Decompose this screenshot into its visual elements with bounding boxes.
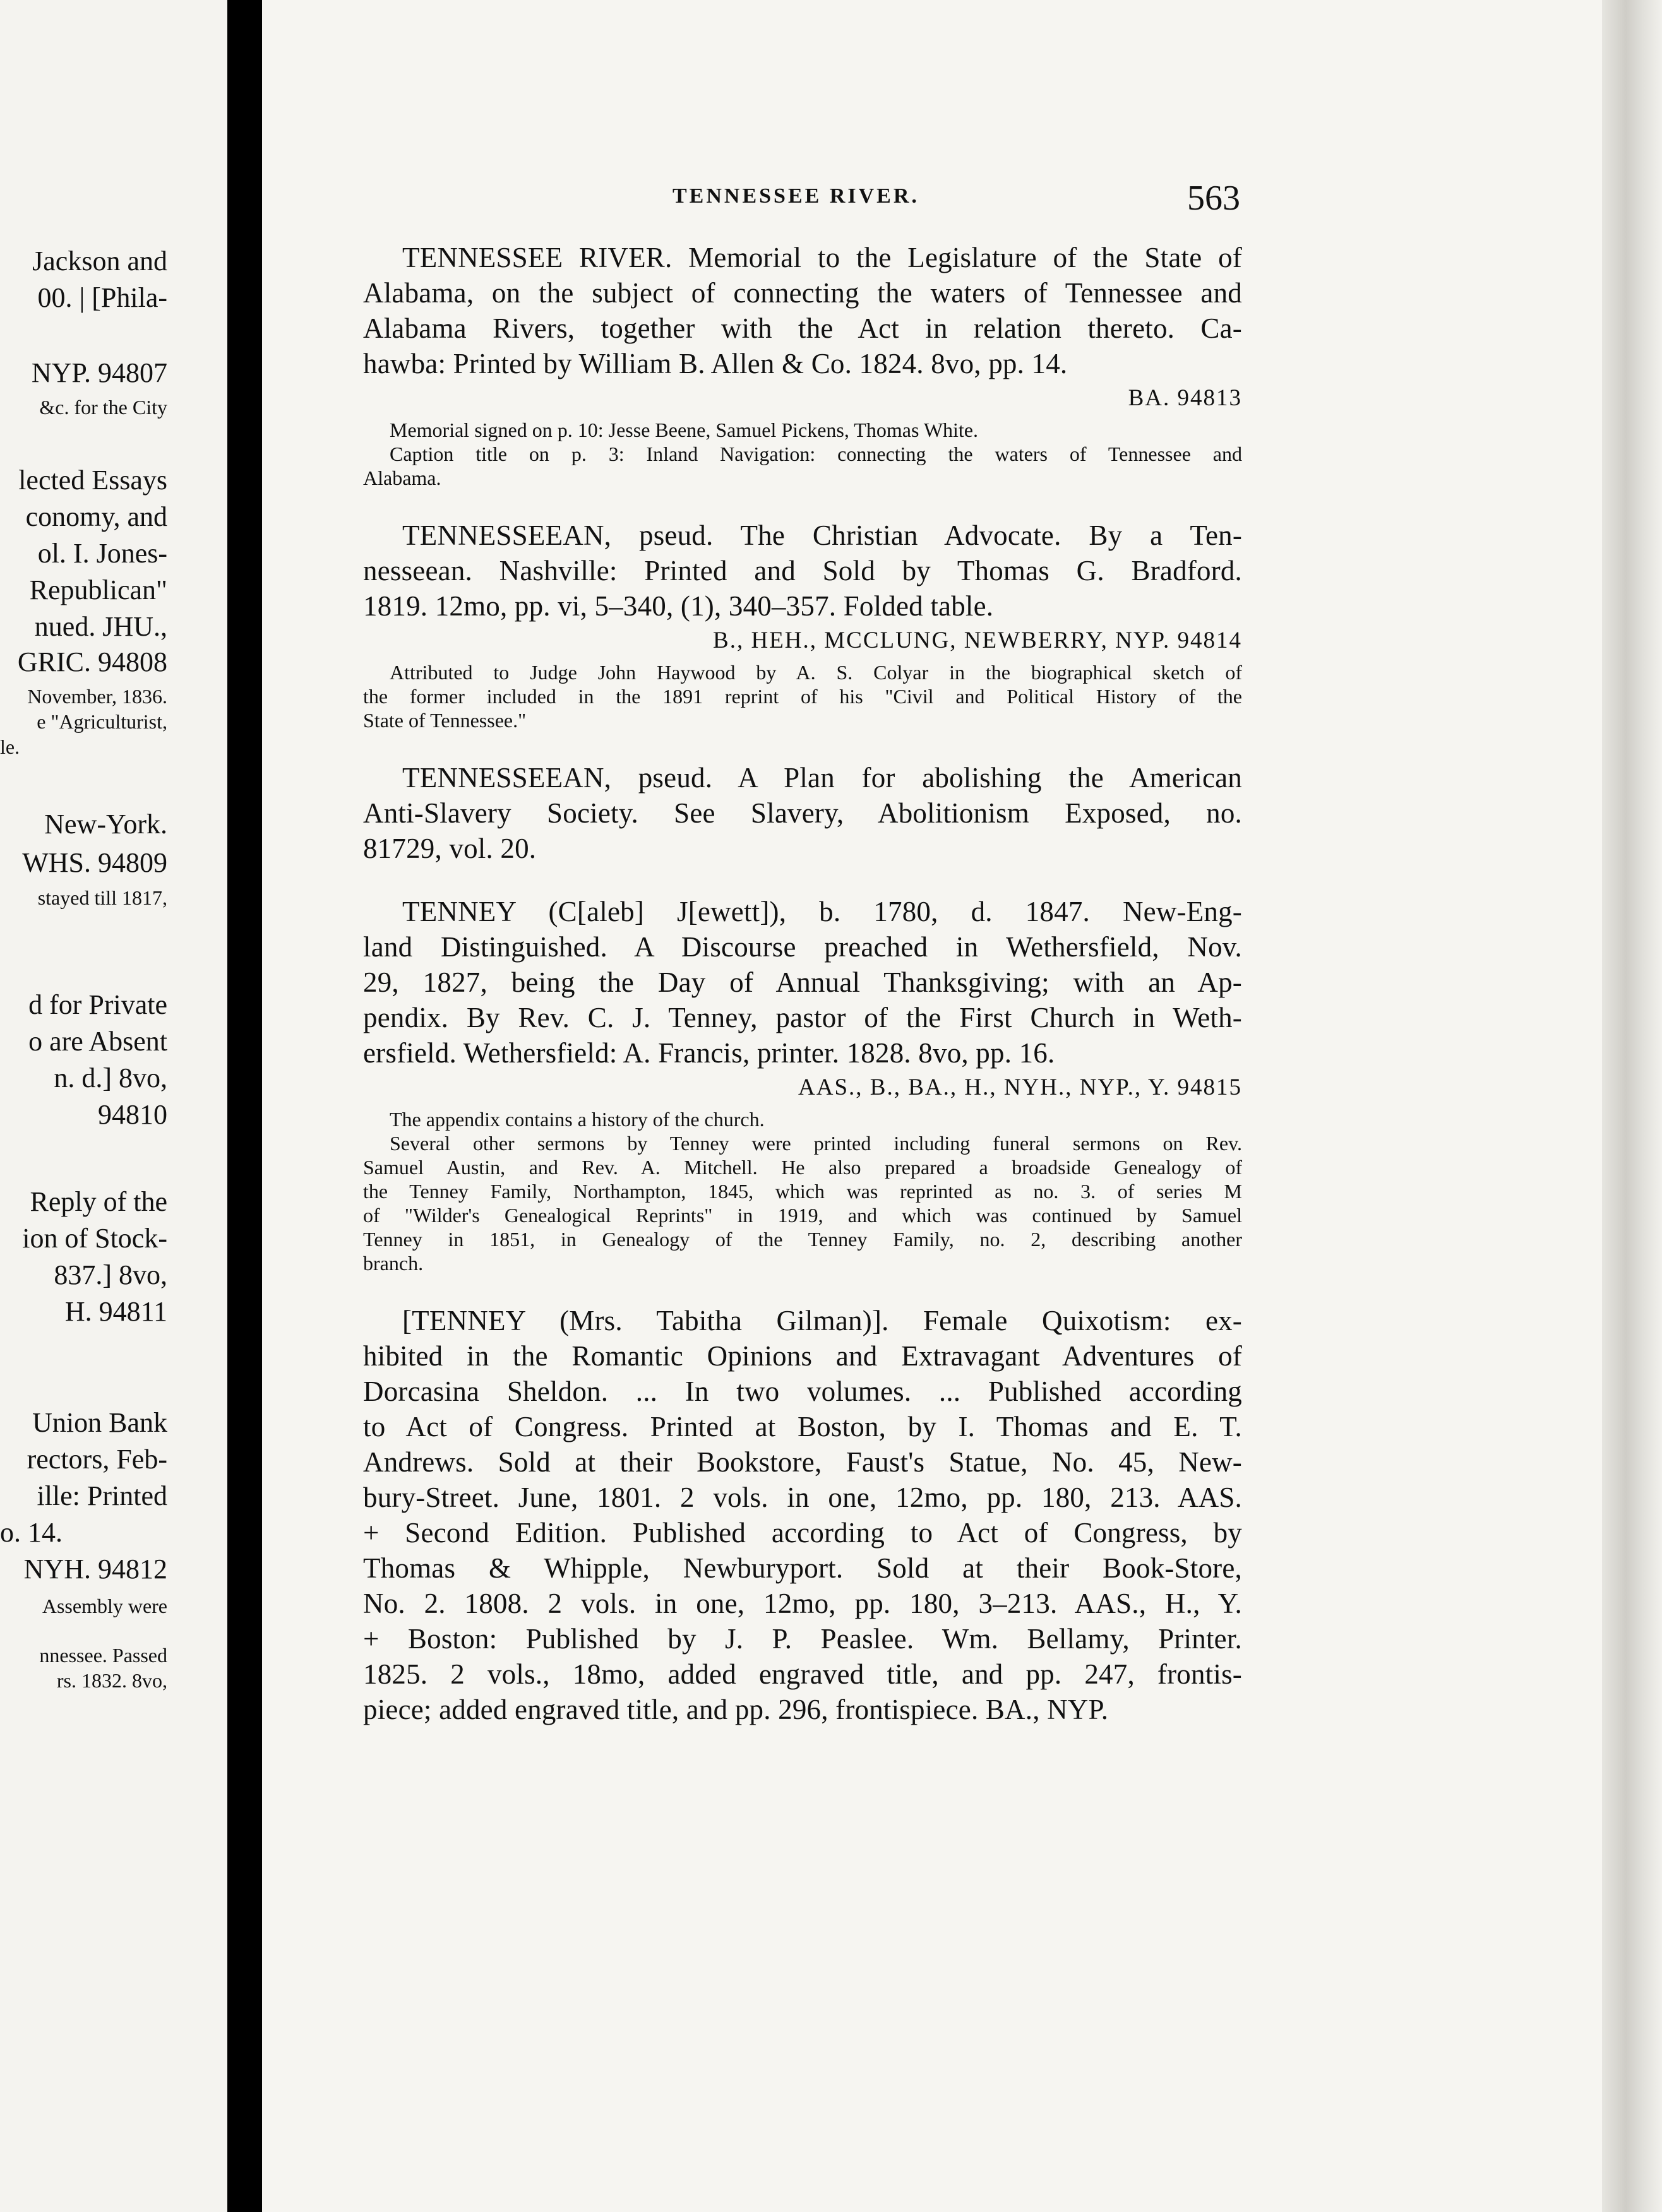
facing-page-text-fragment: NYH. 94812 — [23, 1554, 167, 1585]
entry-line: Alabama Rivers, together with the Act in relation thereto. Ca- — [363, 312, 1242, 344]
facing-page-text-fragment: nued. JHU., — [34, 611, 167, 642]
bibliography-entry — [363, 760, 1242, 866]
facing-page-text-fragment: nnessee. Passed — [39, 1644, 167, 1667]
entry-notes — [363, 418, 1242, 490]
note-line: Samuel Austin, and Rev. A. Mitchell. He also prepared a broadside Genealogy of — [363, 1156, 1242, 1179]
facing-page-text-fragment: H. 94811 — [64, 1296, 167, 1327]
facing-page-text-fragment: NYP. 94807 — [31, 357, 167, 388]
note-line: The appendix contains a history of the church. — [390, 1108, 765, 1131]
entry-line: [TENNEY (Mrs. Tabitha Gilman)]. Female Quixotism: ex- — [402, 1305, 1242, 1336]
entry-line: land Distinguished. A Discourse preached in Wethersfield, Nov. — [363, 931, 1242, 963]
note-line: of "Wilder's Genealogical Reprints" in 1919, and which was continued by Samuel — [363, 1204, 1242, 1227]
note-line: Memorial signed on p. 10: Jesse Beene, Samuel Pickens, Thomas White. — [390, 419, 978, 441]
entry-line: pendix. By Rev. C. J. Tenney, pastor of the First Church in Weth- — [363, 1002, 1242, 1033]
note-line: branch. — [363, 1252, 424, 1275]
facing-page-text-fragment: Union Bank — [32, 1407, 167, 1438]
facing-page-text-fragment: ion of Stock- — [22, 1223, 167, 1254]
note-line: Tenney in 1851, in Genealogy of the Tenney Family, no. 2, describing another — [363, 1228, 1242, 1251]
facing-page-text-fragment: Reply of the — [30, 1186, 167, 1217]
bibliography-entry — [363, 894, 1242, 1275]
entry-line: to Act of Congress. Printed at Boston, by I. Thomas and E. T. — [363, 1411, 1242, 1442]
holding-libraries: AAS., B., BA., H., NYH., NYP., Y. 94815 — [798, 1074, 1242, 1100]
facing-page-text-fragment: Jackson and — [32, 246, 167, 276]
entry-notes — [363, 660, 1242, 732]
bibliography-entry — [363, 518, 1242, 732]
running-head: TENNESSEE RIVER. — [673, 184, 919, 208]
entry-line: TENNESSEEAN, pseud. A Plan for abolishing the American — [402, 762, 1242, 794]
entry-line: TENNEY (C[aleb] J[ewett]), b. 1780, d. 1847. New-Eng- — [402, 896, 1242, 927]
bibliography-entry — [363, 1303, 1242, 1727]
entry-line: Dorcasina Sheldon. ... In two volumes. ... Published according — [363, 1376, 1242, 1407]
facing-page-text-fragment: lected Essays — [18, 465, 167, 496]
entry-line: + Second Edition. Published according to Act of Congress, by — [363, 1517, 1242, 1549]
book-gutter — [227, 0, 262, 2212]
facing-page-text-fragment: ol. I. Jones- — [37, 538, 167, 569]
entry-line: bury-Street. June, 1801. 2 vols. in one, 12mo, pp. 180, 213. AAS. — [363, 1482, 1242, 1513]
facing-page-text-fragment: rectors, Feb- — [27, 1444, 167, 1475]
facing-page-text-fragment: WHS. 94809 — [22, 847, 167, 878]
facing-page-text-fragment: GRIC. 94808 — [17, 646, 167, 677]
entry-line: ersfield. Wethersfield: A. Francis, printer. 1828. 8vo, pp. 16. — [363, 1037, 1055, 1069]
note-line: Alabama. — [363, 467, 441, 489]
facing-page-text-fragment: 00. | [Phila- — [37, 282, 167, 313]
facing-page-text-fragment: le. — [0, 735, 20, 758]
entry-line: 29, 1827, being the Day of Annual Thanksgiving; with an Ap- — [363, 966, 1242, 998]
bibliography-entry — [363, 240, 1242, 490]
entry-line: Anti-Slavery Society. See Slavery, Abolitionism Exposed, no. — [363, 797, 1242, 829]
facing-page-text-fragment: Republican" — [29, 574, 167, 605]
holding-libraries: BA. 94813 — [1128, 385, 1242, 411]
entry-line: nesseean. Nashville: Printed and Sold by Thomas G. Bradford. — [363, 555, 1242, 586]
facing-page-fragment — [0, 0, 227, 2212]
facing-page-text-fragment: 837.] 8vo, — [54, 1259, 167, 1290]
facing-page-text-fragment: e "Agriculturist, — [37, 710, 167, 733]
entry-line: piece; added engraved title, and pp. 296, frontispiece. BA., NYP. — [363, 1694, 1109, 1725]
facing-page-text-fragment: November, 1836. — [27, 685, 167, 708]
entry-line: + Boston: Published by J. P. Peaslee. Wm. Bellamy, Printer. — [363, 1623, 1242, 1655]
facing-page-text-fragment: o. 14. — [0, 1517, 63, 1548]
entry-line: hawba: Printed by William B. Allen & Co. 1824. 8vo, pp. 14. — [363, 348, 1068, 379]
facing-page-text-fragment: conomy, and — [25, 501, 167, 532]
note-line: Attributed to Judge John Haywood by A. S. Colyar in the biographical sketch of — [390, 661, 1242, 684]
facing-page-text-fragment: d for Private — [28, 989, 167, 1020]
entry-line: TENNESSEE RIVER. Memorial to the Legislature of the State of — [402, 242, 1242, 273]
entry-line: TENNESSEEAN, pseud. The Christian Advocate. By a Ten- — [402, 520, 1242, 551]
page-number: 563 — [1187, 179, 1240, 218]
entry-line: 1819. 12mo, pp. vi, 5–340, (1), 340–357. Folded table. — [363, 590, 994, 622]
note-line: Several other sermons by Tenney were printed including funeral sermons on Rev. — [390, 1132, 1242, 1155]
entry-line: Alabama, on the subject of connecting the waters of Tennessee and — [363, 277, 1242, 309]
facing-page-text-fragment: ille: Printed — [37, 1480, 167, 1511]
facing-page-text-fragment: &c. for the City — [39, 396, 167, 419]
entry-line: hibited in the Romantic Opinions and Extravagant Adventures of — [363, 1340, 1242, 1372]
holding-libraries: B., HEH., MCCLUNG, NEWBERRY, NYP. 94814 — [713, 627, 1242, 653]
entry-line: Thomas & Whipple, Newburyport. Sold at their Book-Store, — [363, 1552, 1242, 1584]
note-line: the former included in the 1891 reprint of his "Civil and Political History of the — [363, 685, 1242, 708]
facing-page-text-fragment: stayed till 1817, — [37, 886, 167, 909]
facing-page-text-fragment: rs. 1832. 8vo, — [56, 1669, 167, 1692]
entry-notes — [363, 1107, 1242, 1275]
page-edge-shadow — [1602, 0, 1662, 2212]
facing-page-text-fragment: Assembly were — [42, 1595, 167, 1617]
entry-line: 81729, vol. 20. — [363, 833, 537, 864]
facing-page-text-fragment: n. d.] 8vo, — [54, 1062, 167, 1093]
facing-page-text-fragment: 94810 — [98, 1099, 167, 1130]
entry-line: No. 2. 1808. 2 vols. in one, 12mo, pp. 180, 3–213. AAS., H., Y. — [363, 1588, 1242, 1619]
facing-page-text-fragment: o are Absent — [28, 1026, 167, 1057]
entry-line: 1825. 2 vols., 18mo, added engraved title, and pp. 247, frontis- — [363, 1658, 1242, 1690]
text-column — [363, 240, 1242, 1755]
entry-line: Andrews. Sold at their Bookstore, Faust's Statue, No. 45, New- — [363, 1446, 1242, 1478]
note-line: Caption title on p. 3: Inland Navigation: connecting the waters of Tennessee and — [390, 443, 1242, 465]
note-line: State of Tennessee." — [363, 709, 527, 732]
note-line: the Tenney Family, Northampton, 1845, which was reprinted as no. 3. of series M — [363, 1180, 1242, 1203]
facing-page-text-fragment: New-York. — [44, 809, 167, 840]
